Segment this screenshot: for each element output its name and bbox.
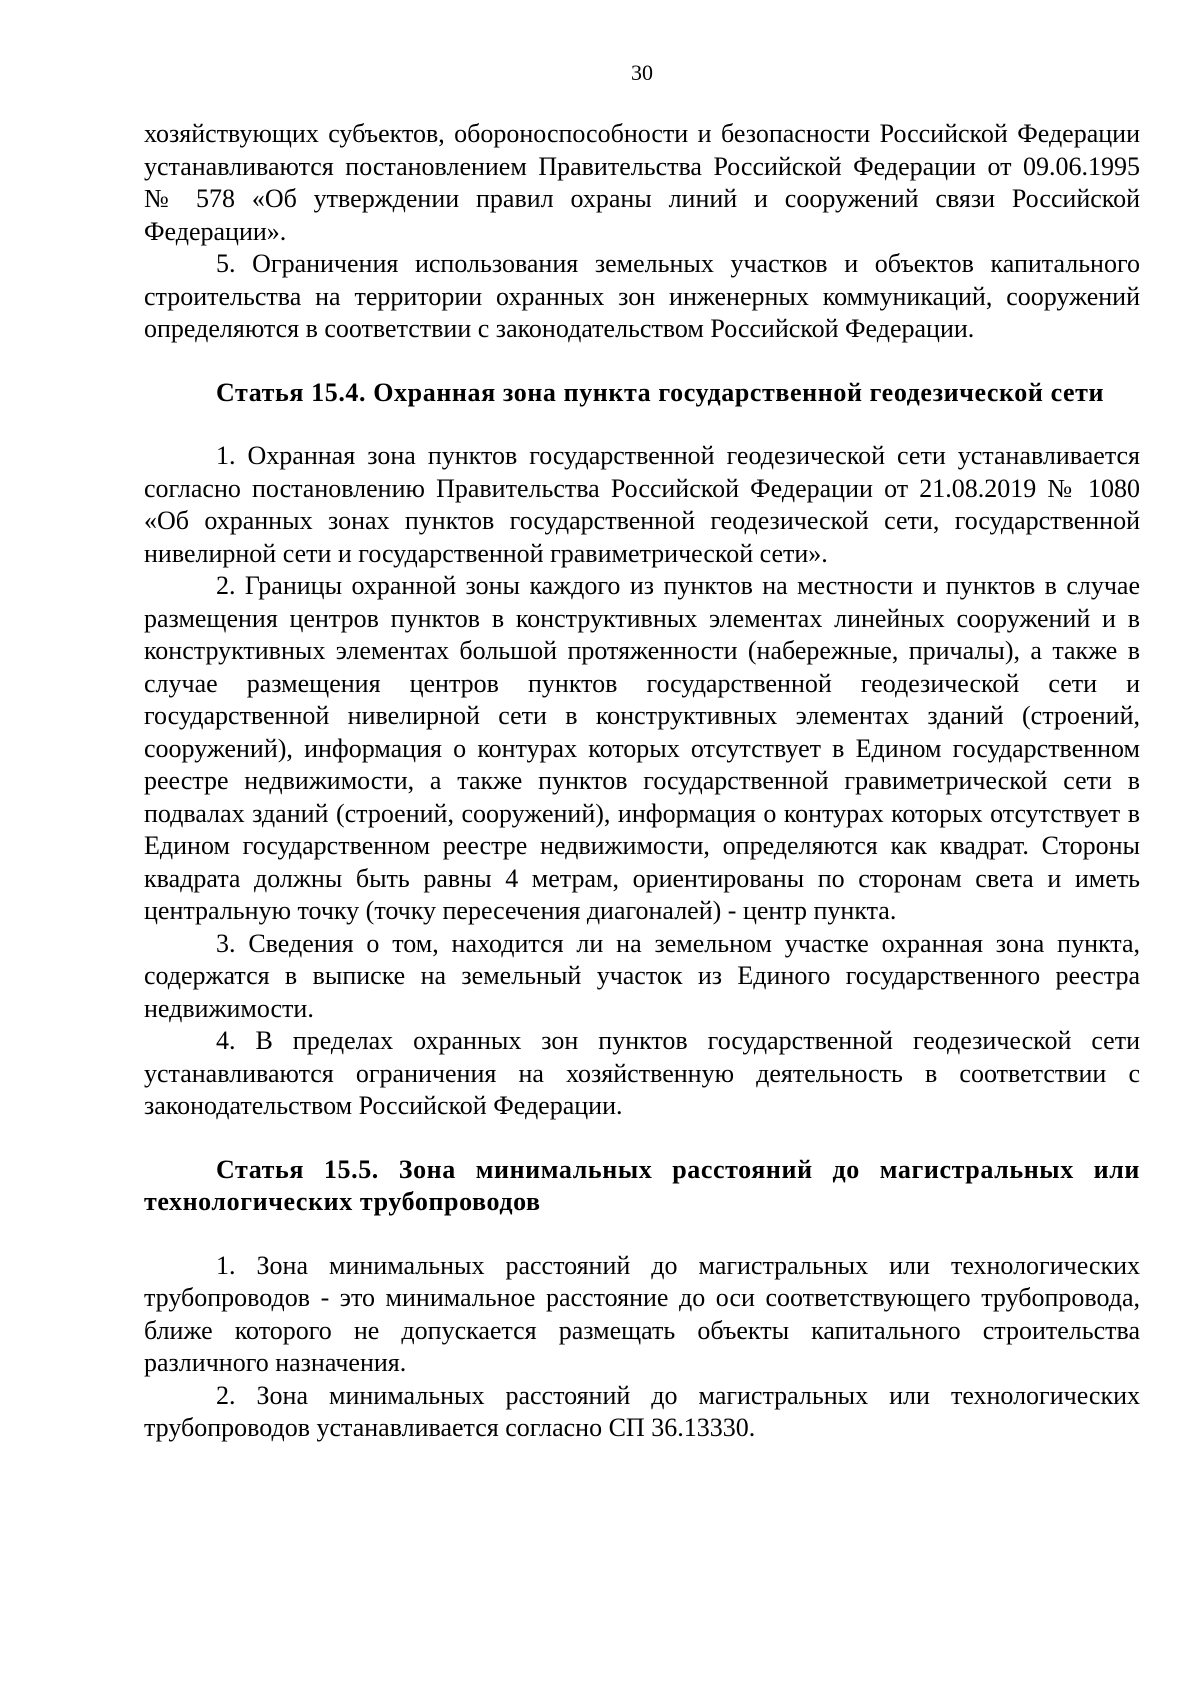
article-15-4-item-3: 3. Сведения о том, находится ли на земельном участке охранная зона пункта, содержатся в выписке на земельный участок из Единого государственного реестра недвижимости.	[144, 928, 1140, 1023]
article-15-5-item-2: 2. Зона минимальных расстояний до магистральных или технологических трубопроводов устанавливается согласно СП 36.13330.	[144, 1380, 1140, 1442]
paragraph-item-5: 5. Ограничения использования земельных участков и объектов капитального строительства на территории охранных зон инженерных коммуникаций, сооружений определяются в соответствии с законодательством Российской Федерации.	[144, 249, 1140, 343]
document-body	[144, 118, 1140, 1445]
paragraph-continuation: хозяйствующих субъектов, обороноспособности и безопасности Российской Федерации устанавливаются постановлением Правительства Российской Федерации от 09.06.1995 № 578 «Об утверждении правил охраны линий и сооружений связи Российской Федерации».	[144, 119, 1140, 246]
page-number: 30	[631, 60, 653, 85]
article-15-5-item-1: 1. Зона минимальных расстояний до магистральных или технологических трубопроводов - это минимальное расстояние до оси соответствующего трубопровода, ближе которого не допускается размещать объекты капитального строительства различного назначения.	[144, 1250, 1140, 1377]
article-15-4-item-1: 1. Охранная зона пунктов государственной геодезической сети устанавливается согласно постановлению Правительства Российской Федерации от 21.08.2019 № 1080 «Об охранных зонах пунктов государственной геодезической сети, государственной нивелирной сети и государственной гравиметрической сети».	[144, 441, 1140, 568]
article-15-4-item-2: 2. Границы охранной зоны каждого из пунктов на местности и пунктов в случае размещения центров пунктов в конструктивных элементах линейных сооружений и в конструктивных элементах большой протяженности (набережные, причалы), а также в случае размещения центров пунктов государственной геодезической сети и государственной нивелирной сети в конструктивных элементах зданий (строений, сооружений), информация о контурах которых отсутствует в Едином государственном реестре недвижимости, а также пунктов государственной гравиметрической сети в подвалах зданий (строений, сооружений), информация о контурах которых отсутствует в Едином государственном реестре недвижимости, определяются как квадрат. Стороны квадрата должны быть равны 4 метрам, ориентированы по сторонам света и иметь центральную точку (точку пересечения диагоналей) - центр пункта.	[144, 571, 1140, 925]
article-heading-15-5: Статья 15.5. Зона минимальных расстояний до магистральных или технологических трубопроводов	[144, 1154, 1140, 1216]
article-heading-15-4: Статья 15.4. Охранная зона пункта государственной геодезической сети	[216, 377, 1105, 407]
document-page	[144, 0, 1140, 1698]
article-15-4-item-4: 4. В пределах охранных зон пунктов государственной геодезической сети устанавливаются ограничения на хозяйственную деятельность в соответствии с законодательством Российской Федерации.	[144, 1026, 1140, 1120]
